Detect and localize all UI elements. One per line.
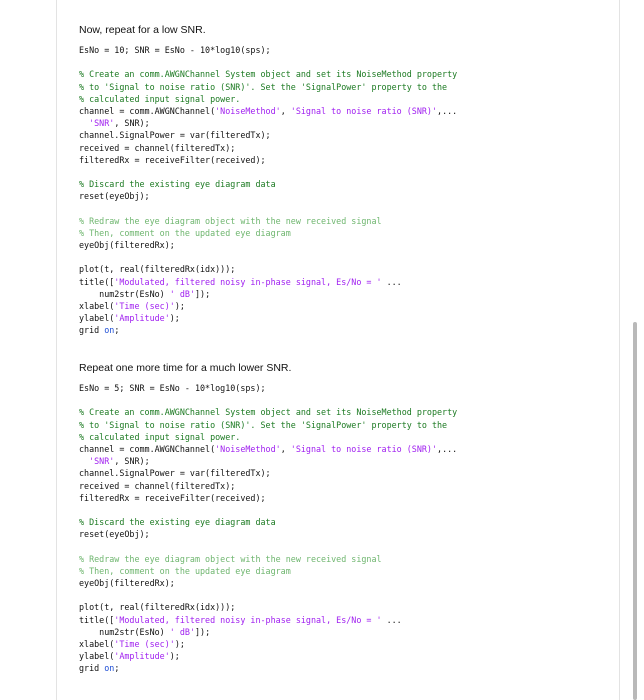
code-token: ); (174, 300, 185, 311)
code-token-cm-light: % Then, comment on the updated eye diagram (79, 227, 291, 238)
code-token: num2str(EsNo) (79, 288, 170, 299)
code-line (79, 662, 457, 674)
code-token: , SNR); (114, 456, 150, 467)
code-token: ... (381, 614, 402, 625)
code-token: , SNR); (114, 118, 150, 129)
code-line (79, 190, 457, 202)
code-line (79, 166, 457, 178)
code-line (79, 312, 457, 324)
code-line (79, 263, 457, 275)
code-token-cm: % Discard the existing eye diagram data (79, 517, 276, 528)
code-line (79, 528, 457, 540)
code-line (79, 504, 457, 516)
code-token: , (280, 105, 291, 116)
code-line (79, 614, 457, 626)
code-line (79, 638, 457, 650)
code-token-cm-light: % Redraw the eye diagram object with the new received signal (79, 553, 382, 564)
code-token: grid (79, 325, 105, 336)
scrollbar-thumb[interactable] (633, 322, 637, 700)
code-token: ); (169, 313, 180, 324)
code-line (79, 93, 457, 105)
code-token: filteredRx = receiveFilter(received); (79, 492, 266, 503)
code-token: grid (79, 663, 105, 674)
code-token-str: 'SNR' (89, 456, 115, 467)
code-line (79, 154, 457, 166)
code-line (79, 276, 457, 288)
code-line (79, 516, 457, 528)
code-token: , (280, 443, 291, 454)
code-line (79, 129, 457, 141)
code-token (79, 456, 89, 466)
code-token: ); (174, 638, 185, 649)
code-token: ); (169, 651, 180, 662)
code-line (79, 443, 457, 455)
code-line (79, 227, 457, 239)
code-token-cm: % Discard the existing eye diagram data (79, 179, 276, 190)
code-line (79, 215, 457, 227)
code-token: channel.SignalPower = var(filteredTx); (79, 130, 271, 141)
code-token-cm: % to 'Signal to noise ratio (SNR)'. Set the 'SignalPower' property to the (79, 419, 448, 430)
code-token-str: 'NoiseMethod' (215, 443, 281, 454)
code-line (79, 382, 457, 394)
code-token: xlabel( (79, 300, 115, 311)
code-token-str: 'Signal to noise ratio (SNR)' (290, 443, 438, 454)
code-token: plot(t, real(filteredRx(idx))); (79, 264, 236, 275)
code-token-cm: % calculated input signal power. (79, 431, 241, 442)
code-token-str: 'Modulated, filtered noisy in-phase signal, Es/No = ' (114, 276, 382, 287)
section2-code-block (79, 382, 457, 675)
code-line (79, 589, 457, 601)
code-token-str: 'Time (sec)' (114, 300, 175, 311)
code-token: title([ (79, 614, 115, 625)
code-token-kw: on (104, 325, 115, 336)
code-token-str: 'SNR' (89, 118, 115, 129)
code-line (79, 577, 457, 589)
code-line (79, 68, 457, 80)
code-token: plot(t, real(filteredRx(idx))); (79, 602, 236, 613)
code-token-str: 'NoiseMethod' (215, 105, 281, 116)
code-line (79, 565, 457, 577)
section1-heading: Now, repeat for a low SNR. (79, 24, 206, 36)
code-token: reset(eyeObj); (79, 191, 150, 202)
code-line (79, 467, 457, 479)
code-line (79, 202, 457, 214)
code-token: received = channel(filteredTx); (79, 480, 236, 491)
section1-code-block (79, 44, 457, 337)
code-token-cm: % calculated input signal power. (79, 93, 241, 104)
code-token: ]); (194, 626, 211, 637)
code-token: ... (381, 276, 402, 287)
code-token-str: 'Signal to noise ratio (SNR)' (290, 105, 438, 116)
code-token: ylabel( (79, 313, 115, 324)
code-token: received = channel(filteredTx); (79, 142, 236, 153)
code-token-str: 'Amplitude' (114, 651, 170, 662)
code-line (79, 105, 457, 117)
code-line (79, 178, 457, 190)
code-line (79, 117, 457, 129)
code-token: eyeObj(filteredRx); (79, 240, 175, 250)
code-line (79, 56, 457, 68)
code-line (79, 239, 457, 251)
code-token-kw: on (104, 663, 115, 674)
code-token: num2str(EsNo) (79, 626, 170, 637)
code-line (79, 251, 457, 263)
code-line (79, 288, 457, 300)
code-line (79, 419, 457, 431)
code-line (79, 540, 457, 552)
code-line (79, 650, 457, 662)
code-line (79, 81, 457, 93)
code-line (79, 480, 457, 492)
code-token-cm: % Create an comm.AWGNChannel System object and set its NoiseMethod property (79, 407, 458, 418)
code-token-str: 'Amplitude' (114, 313, 170, 324)
code-token-str: 'Time (sec)' (114, 638, 175, 649)
code-line (79, 553, 457, 565)
code-token: EsNo = 5; SNR = EsNo - 10*log10(sps); (79, 383, 266, 393)
code-token: ; (114, 325, 120, 336)
code-token: title([ (79, 276, 115, 287)
code-token-cm-light: % Then, comment on the updated eye diagram (79, 565, 291, 576)
code-token: EsNo = 10; SNR = EsNo - 10*log10(sps); (79, 45, 271, 55)
code-token: ,... (437, 105, 458, 116)
code-line (79, 406, 457, 418)
code-token: ,... (437, 443, 458, 454)
code-line (79, 324, 457, 336)
code-line (79, 455, 457, 467)
section2-heading: Repeat one more time for a much lower SNR. (79, 362, 292, 374)
code-token: ]); (194, 288, 211, 299)
code-line (79, 492, 457, 504)
code-token: ; (114, 663, 120, 674)
code-token: eyeObj(filteredRx); (79, 578, 175, 588)
code-token: filteredRx = receiveFilter(received); (79, 154, 266, 165)
code-line (79, 431, 457, 443)
code-line (79, 44, 457, 56)
code-token: channel.SignalPower = var(filteredTx); (79, 468, 271, 479)
code-token-str: ' dB' (169, 626, 195, 637)
code-token: ylabel( (79, 651, 115, 662)
code-token: channel = comm.AWGNChannel( (79, 105, 216, 116)
code-token-cm: % Create an comm.AWGNChannel System object and set its NoiseMethod property (79, 69, 458, 80)
code-line (79, 142, 457, 154)
code-token-str: ' dB' (169, 288, 195, 299)
code-token: channel = comm.AWGNChannel( (79, 443, 216, 454)
code-line (79, 300, 457, 312)
code-line (79, 626, 457, 638)
code-token-str: 'Modulated, filtered noisy in-phase signal, Es/No = ' (114, 614, 382, 625)
code-token: reset(eyeObj); (79, 529, 150, 540)
code-line (79, 601, 457, 613)
code-token-cm-light: % Redraw the eye diagram object with the new received signal (79, 215, 382, 226)
code-token: xlabel( (79, 638, 115, 649)
code-token (79, 118, 89, 128)
code-token-cm: % to 'Signal to noise ratio (SNR)'. Set the 'SignalPower' property to the (79, 81, 448, 92)
code-line (79, 394, 457, 406)
